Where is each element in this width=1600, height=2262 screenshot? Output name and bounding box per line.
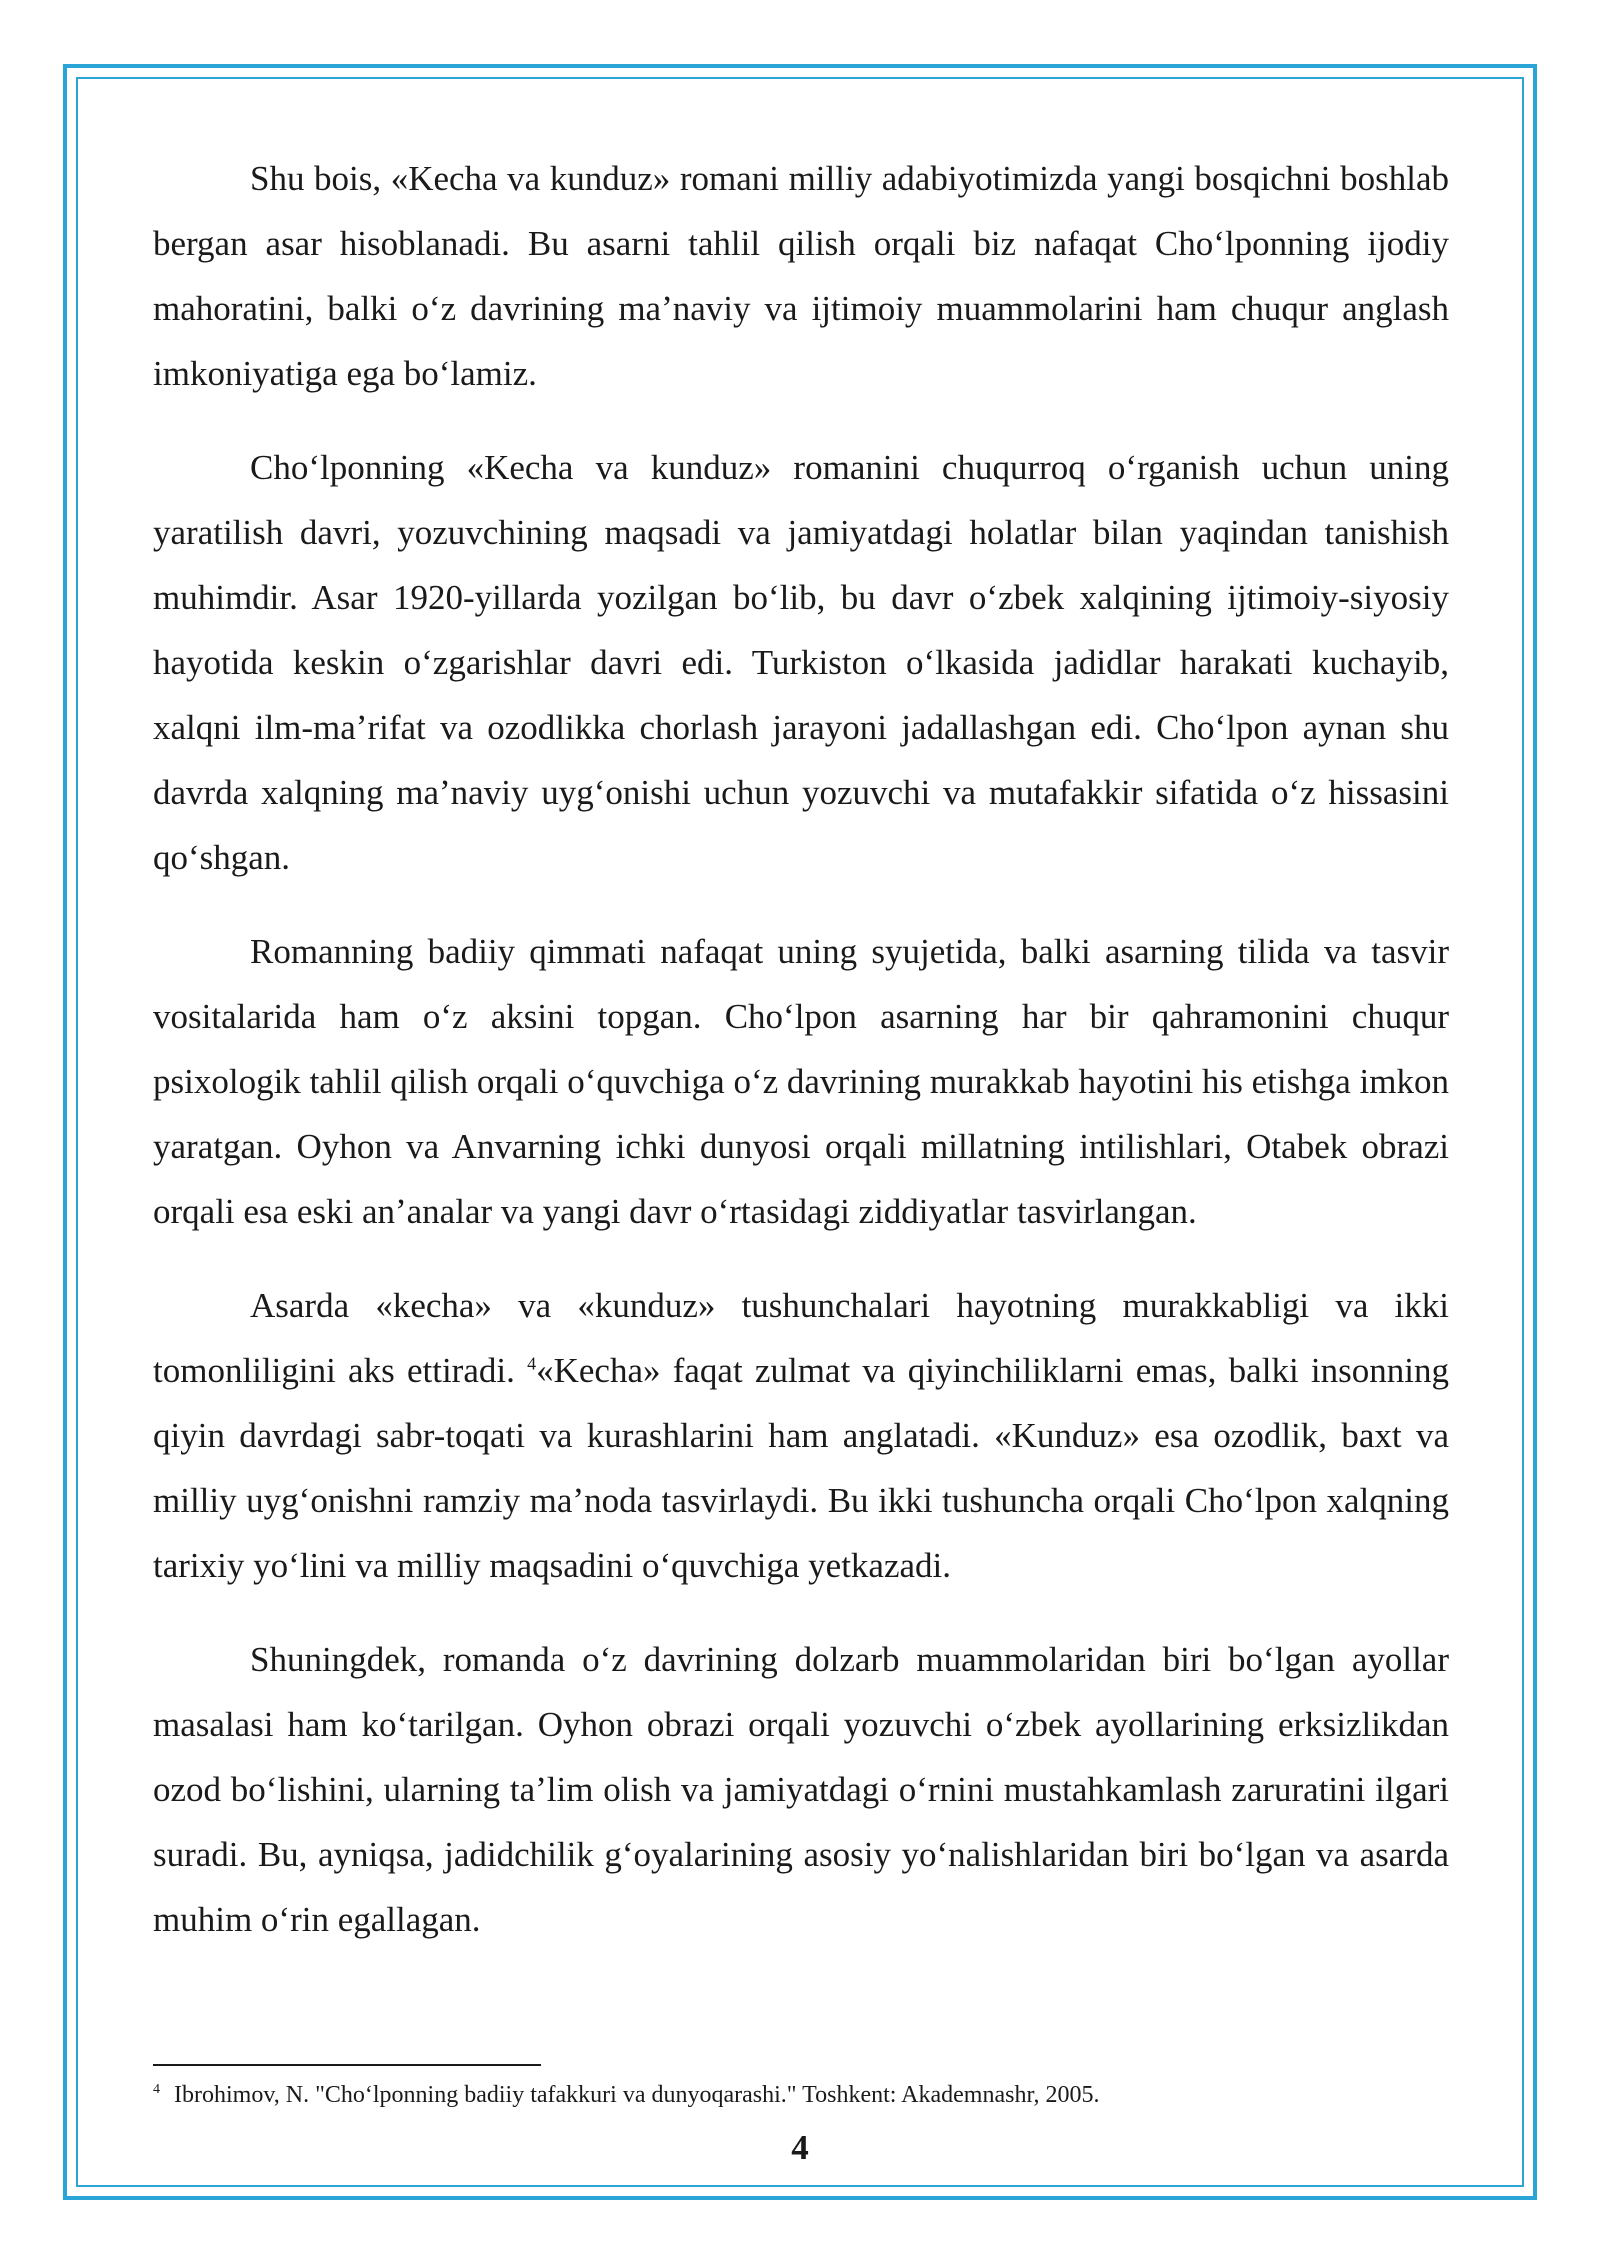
paragraph-4-text-after: «Kecha» faqat zulmat va qiyinchiliklarni emas, balki insonning qiyin davrdagi sabr-toqati va kurashlarini ham anglatadi. «Kunduz» esa ozodlik, baxt va milliy uygʻonishni ramziy maʼnoda tasvirlaydi. Bu ikki tushuncha orqali Choʻlpon xalqning tarixiy yoʻlini va milliy maqsadini oʻquvchiga yetkazadi. [153, 1351, 1449, 1585]
footnote [153, 2078, 1449, 2112]
document-body [153, 146, 1449, 1981]
paragraph-3: Romanning badiiy qimmati nafaqat uning syujetida, balki asarning tilida va tasvir vositalarida ham oʻz aksini topgan. Choʻlpon asarning har bir qahramonini chuqur psixologik tahlil qilish orqali oʻquvchiga oʻz davrining murakkab hayotini his etishga imkon yaratgan. Oyhon va Anvarning ichki dunyosi orqali millatning intilishlari, Otabek obrazi orqali esa eski anʼanalar va yangi davr oʻrtasidagi ziddiyatlar tasvirlangan. [153, 932, 1449, 1231]
footnote-reference[interactable]: 4 [527, 1353, 537, 1374]
footnote-number: 4 [153, 2082, 160, 2097]
paragraph-4 [153, 1273, 1449, 1598]
paragraph-2: Choʻlponning «Kecha va kunduz» romanini chuqurroq oʻrganish uchun uning yaratilish davri, yozuvchining maqsadi va jamiyatdagi holatlar bilan yaqindan tanishish muhimdir. Asar 1920-yillarda yozilgan boʻlib, bu davr oʻzbek xalqining ijtimoiy-siyosiy hayotida keskin oʻzgarishlar davri edi. Turkiston oʻlkasida jadidlar harakati kuchayib, xalqni ilm-maʼrifat va ozodlikka chorlash jarayoni jadallashgan edi. Choʻlpon aynan shu davrda xalqning maʼnaviy uygʻonishi uchun yozuvchi va mutafakkir sifatida oʻz hissasini qoʻshgan. [153, 448, 1449, 877]
paragraph-4-text-before: Asarda «kecha» va «kunduz» tushunchalari hayotning murakkabligi va ikki tomonliligini aks ettiradi. [153, 1286, 1449, 1390]
paragraph-5: Shuningdek, romanda oʻz davrining dolzarb muammolaridan biri boʻlgan ayollar masalasi ham koʻtarilgan. Oyhon obrazi orqali yozuvchi oʻzbek ayollarining erksizlikdan ozod boʻlishini, ularning taʼlim olish va jamiyatdagi oʻrnini mustahkamlash zaruratini ilgari suradi. Bu, ayniqsa, jadidchilik gʻoyalarining asosiy yoʻnalishlaridan biri boʻlgan va asarda muhim oʻrin egallagan. [153, 1640, 1449, 1939]
footnote-separator [153, 2064, 541, 2066]
footnote-text: Ibrohimov, N. "Choʻlponning badiiy tafakkuri va dunyoqarashi." Toshkent: Akademnashr, 2005. [174, 2082, 1100, 2108]
page-number: 4 [791, 2128, 809, 2167]
paragraph-1: Shu bois, «Kecha va kunduz» romani milliy adabiyotimizda yangi bosqichni boshlab bergan asar hisoblanadi. Bu asarni tahlil qilish orqali biz nafaqat Choʻlponning ijodiy mahoratini, balki oʻz davrining maʼnaviy va ijtimoiy muammolarini ham chuqur anglash imkoniyatiga ega boʻlamiz. [153, 159, 1449, 393]
